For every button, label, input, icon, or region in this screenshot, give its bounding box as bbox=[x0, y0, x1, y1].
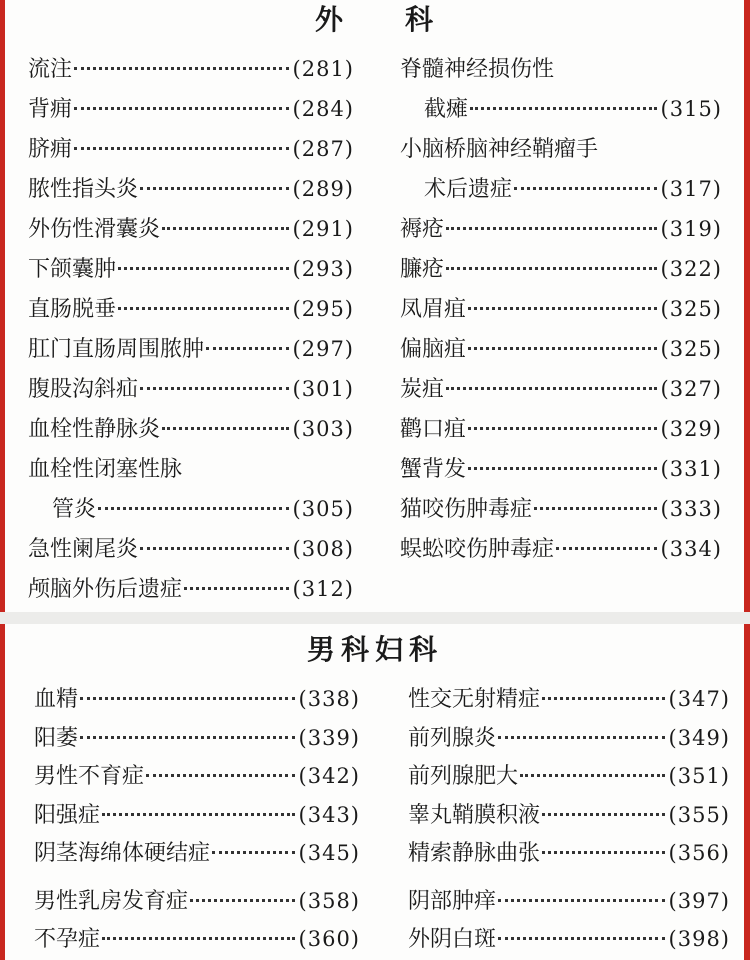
entry-name: 阳萎 bbox=[34, 725, 79, 751]
entry-page: (284) bbox=[292, 97, 354, 121]
entry-page: (355) bbox=[668, 802, 730, 827]
leader-dots bbox=[446, 266, 657, 270]
entry-page: (397) bbox=[668, 888, 730, 913]
toc-entry[interactable] bbox=[28, 52, 354, 92]
toc-entry[interactable] bbox=[28, 92, 354, 132]
entry-page: (338) bbox=[298, 687, 360, 711]
leader-dots bbox=[184, 586, 289, 590]
leader-dots bbox=[162, 226, 289, 230]
toc-entry[interactable] bbox=[34, 875, 360, 922]
toc-entry-first-line[interactable] bbox=[400, 132, 722, 172]
toc-entry[interactable] bbox=[28, 532, 354, 572]
leader-dots bbox=[520, 773, 665, 777]
entry-name: 凤眉疽 bbox=[400, 297, 467, 322]
leader-dots bbox=[102, 936, 295, 940]
leader-dots bbox=[212, 850, 295, 854]
entry-name: 阳强症 bbox=[34, 802, 101, 828]
toc-entry[interactable] bbox=[400, 532, 722, 572]
entry-page: (295) bbox=[292, 297, 354, 321]
section-title-surgery: 外 科 bbox=[314, 3, 435, 36]
toc-entry-first-line[interactable] bbox=[28, 452, 354, 492]
entry-name: 鹳口疽 bbox=[400, 417, 467, 442]
entry-name: 不孕症 bbox=[34, 926, 101, 952]
surgery-left-column bbox=[28, 52, 354, 612]
entry-page: (287) bbox=[292, 137, 354, 161]
leader-dots bbox=[190, 898, 295, 902]
entry-page: (308) bbox=[292, 537, 354, 561]
toc-entry-first-line[interactable] bbox=[400, 52, 722, 92]
leader-dots bbox=[514, 186, 657, 190]
entry-name: 男性不育症 bbox=[34, 764, 145, 789]
entry-page: (305) bbox=[292, 497, 354, 521]
entry-page: (329) bbox=[660, 417, 722, 441]
leader-dots bbox=[206, 346, 289, 350]
entry-page: (358) bbox=[298, 888, 360, 913]
entry-name: 蟹背发 bbox=[400, 457, 467, 482]
toc-entry[interactable] bbox=[34, 836, 360, 875]
entry-name: 前列腺肥大 bbox=[408, 764, 519, 789]
entry-page: (398) bbox=[668, 926, 730, 951]
right-red-border bbox=[744, 0, 750, 960]
leader-dots bbox=[468, 346, 657, 350]
toc-entry[interactable] bbox=[400, 292, 722, 332]
andrology-right-column bbox=[408, 682, 730, 960]
entry-name: 小脑桥脑神经鞘瘤手 bbox=[400, 137, 599, 162]
entry-name: 急性阑尾炎 bbox=[28, 537, 139, 562]
andrology-left-column bbox=[34, 682, 360, 960]
toc-entry[interactable] bbox=[400, 332, 722, 372]
entry-name: 腹股沟斜疝 bbox=[28, 377, 139, 402]
leader-dots bbox=[556, 546, 657, 550]
entry-page: (331) bbox=[660, 457, 722, 481]
leader-dots bbox=[74, 146, 289, 150]
leader-dots bbox=[140, 386, 289, 390]
entry-page: (325) bbox=[660, 297, 722, 321]
entry-name: 管炎 bbox=[52, 497, 97, 522]
leader-dots bbox=[98, 506, 289, 510]
leader-dots bbox=[468, 426, 657, 430]
entry-name: 截瘫 bbox=[424, 97, 469, 122]
entry-page: (301) bbox=[292, 377, 354, 401]
toc-entry[interactable] bbox=[400, 372, 722, 412]
leader-dots bbox=[468, 466, 657, 470]
entry-name: 精索静脉曲张 bbox=[408, 841, 541, 866]
entry-page: (356) bbox=[668, 841, 730, 865]
entry-name: 术后遗症 bbox=[424, 177, 513, 202]
leader-dots bbox=[162, 426, 289, 430]
entry-page: (325) bbox=[660, 337, 722, 361]
entry-name: 阴茎海绵体硬结症 bbox=[34, 841, 211, 866]
toc-entry[interactable] bbox=[408, 798, 730, 837]
entry-page: (293) bbox=[292, 257, 354, 281]
toc-entry[interactable] bbox=[28, 572, 354, 612]
toc-entry[interactable] bbox=[408, 682, 730, 721]
entry-name: 脐痈 bbox=[28, 137, 73, 162]
leader-dots bbox=[118, 266, 289, 270]
leader-dots bbox=[140, 186, 289, 190]
toc-entry[interactable] bbox=[408, 922, 730, 960]
entry-page: (349) bbox=[668, 725, 730, 750]
leader-dots bbox=[446, 226, 657, 230]
entry-page: (360) bbox=[298, 926, 360, 951]
entry-page: (322) bbox=[660, 257, 722, 281]
left-red-border bbox=[0, 0, 5, 960]
entry-name: 褥疮 bbox=[400, 217, 445, 242]
entry-name: 外阴白斑 bbox=[408, 926, 497, 952]
entry-name: 性交无射精症 bbox=[408, 687, 541, 712]
leader-dots bbox=[468, 306, 657, 310]
surgery-right-column bbox=[400, 52, 722, 572]
leader-dots bbox=[74, 106, 289, 110]
toc-entry[interactable] bbox=[408, 721, 730, 760]
toc-entry[interactable] bbox=[400, 212, 722, 252]
leader-dots bbox=[470, 106, 657, 110]
leader-dots bbox=[140, 546, 289, 550]
toc-entry[interactable] bbox=[28, 412, 354, 452]
entry-page: (303) bbox=[292, 417, 354, 441]
toc-entry[interactable] bbox=[28, 292, 354, 332]
leader-dots bbox=[498, 898, 665, 902]
toc-entry[interactable] bbox=[34, 759, 360, 798]
toc-entry[interactable] bbox=[28, 172, 354, 212]
entry-name: 前列腺炎 bbox=[408, 725, 497, 751]
leader-dots bbox=[534, 506, 657, 510]
entry-page: (312) bbox=[292, 577, 354, 601]
entry-name: 下颌囊肿 bbox=[28, 257, 117, 282]
entry-name: 肛门直肠周围脓肿 bbox=[28, 337, 205, 362]
entry-page: (281) bbox=[292, 57, 354, 81]
entry-name: 颅脑外伤后遗症 bbox=[28, 577, 183, 602]
leader-dots bbox=[80, 735, 295, 739]
toc-entry-continuation[interactable] bbox=[400, 92, 722, 132]
leader-dots bbox=[542, 812, 665, 816]
entry-page: (319) bbox=[660, 217, 722, 241]
toc-entry[interactable] bbox=[400, 492, 722, 532]
entry-name: 血栓性静脉炎 bbox=[28, 417, 161, 442]
entry-name: 直肠脱垂 bbox=[28, 297, 117, 322]
toc-entry-continuation[interactable] bbox=[400, 172, 722, 212]
leader-dots bbox=[80, 696, 295, 700]
entry-name: 蜈蚣咬伤肿毒症 bbox=[400, 537, 555, 562]
toc-entry[interactable] bbox=[408, 759, 730, 798]
section-title-andrology-gynecology: 男科妇科 bbox=[306, 633, 443, 666]
toc-entry[interactable] bbox=[34, 721, 360, 760]
entry-page: (339) bbox=[298, 725, 360, 750]
toc-entry[interactable] bbox=[400, 252, 722, 292]
toc-entry-continuation[interactable] bbox=[28, 492, 354, 532]
entry-page: (342) bbox=[298, 764, 360, 788]
toc-entry[interactable] bbox=[28, 212, 354, 252]
leader-dots bbox=[498, 735, 665, 739]
entry-page: (317) bbox=[660, 177, 722, 201]
entry-name: 脓性指头炎 bbox=[28, 177, 139, 202]
entry-page: (297) bbox=[292, 337, 354, 361]
entry-page: (343) bbox=[298, 802, 360, 827]
toc-entry[interactable] bbox=[28, 252, 354, 292]
toc-entry[interactable] bbox=[34, 922, 360, 960]
entry-name: 猫咬伤肿毒症 bbox=[400, 497, 533, 522]
leader-dots bbox=[542, 696, 665, 700]
leader-dots bbox=[446, 386, 657, 390]
entry-name: 男性乳房发育症 bbox=[34, 888, 189, 914]
entry-name: 偏脑疽 bbox=[400, 337, 467, 362]
entry-page: (334) bbox=[660, 537, 722, 561]
entry-name: 睾丸鞘膜积液 bbox=[408, 802, 541, 828]
toc-entry[interactable] bbox=[28, 372, 354, 412]
entry-name: 背痈 bbox=[28, 97, 73, 122]
entry-name: 脊髓神经损伤性 bbox=[400, 57, 555, 82]
entry-name: 炭疽 bbox=[400, 377, 445, 402]
section-divider bbox=[0, 612, 750, 624]
entry-page: (315) bbox=[660, 97, 722, 121]
toc-entry[interactable] bbox=[400, 452, 722, 492]
entry-page: (351) bbox=[668, 764, 730, 788]
entry-page: (291) bbox=[292, 217, 354, 241]
toc-entry[interactable] bbox=[400, 412, 722, 452]
entry-page: (333) bbox=[660, 497, 722, 521]
leader-dots bbox=[146, 773, 295, 777]
toc-entry[interactable] bbox=[28, 132, 354, 172]
leader-dots bbox=[74, 66, 289, 70]
entry-page: (347) bbox=[668, 687, 730, 711]
entry-name: 阴部肿痒 bbox=[408, 888, 497, 914]
entry-name: 血栓性闭塞性脉 bbox=[28, 457, 183, 482]
entry-name: 臁疮 bbox=[400, 257, 445, 282]
leader-dots bbox=[498, 936, 665, 940]
toc-entry[interactable] bbox=[34, 682, 360, 721]
entry-page: (345) bbox=[298, 841, 360, 865]
toc-entry[interactable] bbox=[28, 332, 354, 372]
leader-dots bbox=[542, 850, 665, 854]
entry-page: (289) bbox=[292, 177, 354, 201]
entry-page: (327) bbox=[660, 377, 722, 401]
toc-entry[interactable] bbox=[34, 798, 360, 837]
entry-name: 流注 bbox=[28, 57, 73, 82]
entry-name: 血精 bbox=[34, 687, 79, 712]
entry-name: 外伤性滑囊炎 bbox=[28, 217, 161, 242]
leader-dots bbox=[102, 812, 295, 816]
toc-entry[interactable] bbox=[408, 836, 730, 875]
toc-entry[interactable] bbox=[408, 875, 730, 922]
leader-dots bbox=[118, 306, 289, 310]
